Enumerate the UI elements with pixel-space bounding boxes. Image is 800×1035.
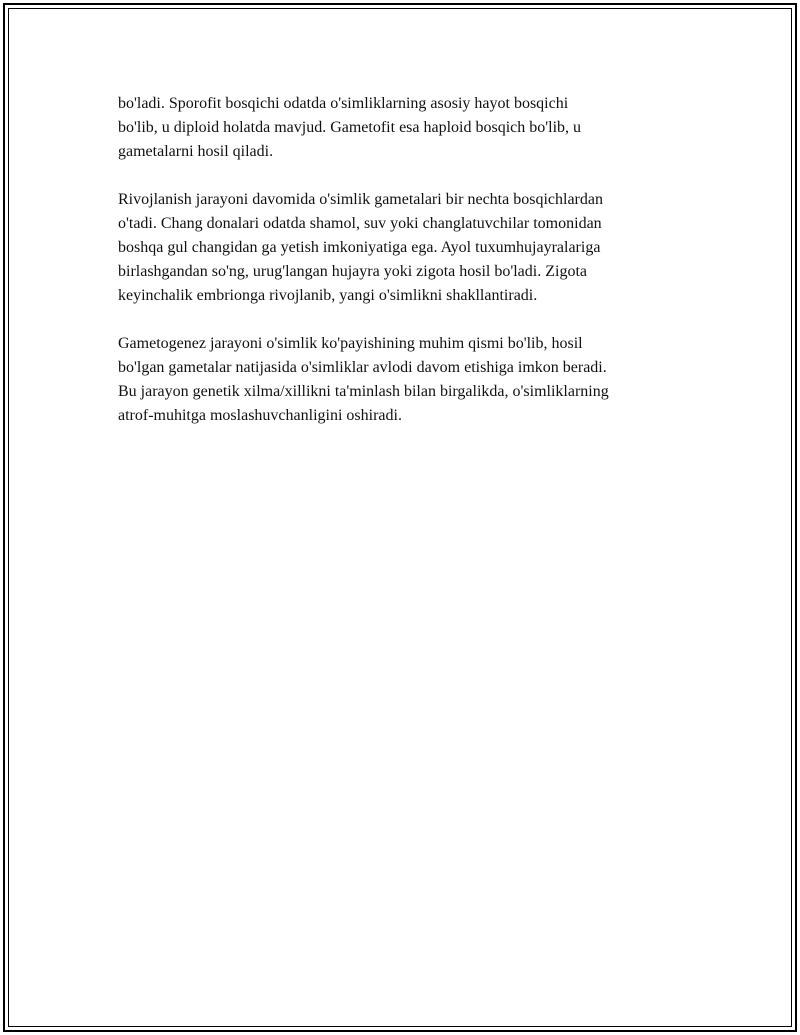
text-line: Bu jarayon genetik xilma/xillikni ta'minlash bilan birgalikda, o'simliklarning: [118, 383, 609, 400]
text-line: bo'lgan gametalar natijasida o'simliklar avlodi davom etishiga imkon beradi.: [118, 359, 607, 376]
text-line: Rivojlanish jarayoni davomida o'simlik gametalari bir nechta bosqichlardan: [118, 191, 603, 208]
text-line: keyinchalik embrionga rivojlanib, yangi o'simlikni shakllantiradi.: [118, 287, 538, 304]
text-line: birlashgandan so'ng, urug'langan hujayra yoki zigota hosil bo'ladi. Zigota: [118, 263, 587, 280]
paragraph-2: [118, 188, 698, 308]
text-line: Gametogenez jarayoni o'simlik ko'payishining muhim qismi bo'lib, hosil: [118, 335, 583, 352]
document-body: [118, 92, 698, 452]
text-line: gametalarni hosil qiladi.: [118, 143, 274, 160]
text-line: atrof-muhitga moslashuvchanligini oshiradi.: [118, 407, 402, 424]
text-line: bo'lib, u diploid holatda mavjud. Gametofit esa haploid bosqich bo'lib, u: [118, 119, 582, 136]
paragraph-3: [118, 332, 698, 428]
text-line: boshqa gul changidan ga yetish imkoniyatiga ega. Ayol tuxumhujayralariga: [118, 239, 601, 256]
paragraph-1: [118, 92, 698, 164]
text-line: o'tadi. Chang donalari odatda shamol, suv yoki changlatuvchilar tomonidan: [118, 215, 602, 232]
text-line: bo'ladi. Sporofit bosqichi odatda o'simliklarning asosiy hayot bosqichi: [118, 95, 569, 112]
